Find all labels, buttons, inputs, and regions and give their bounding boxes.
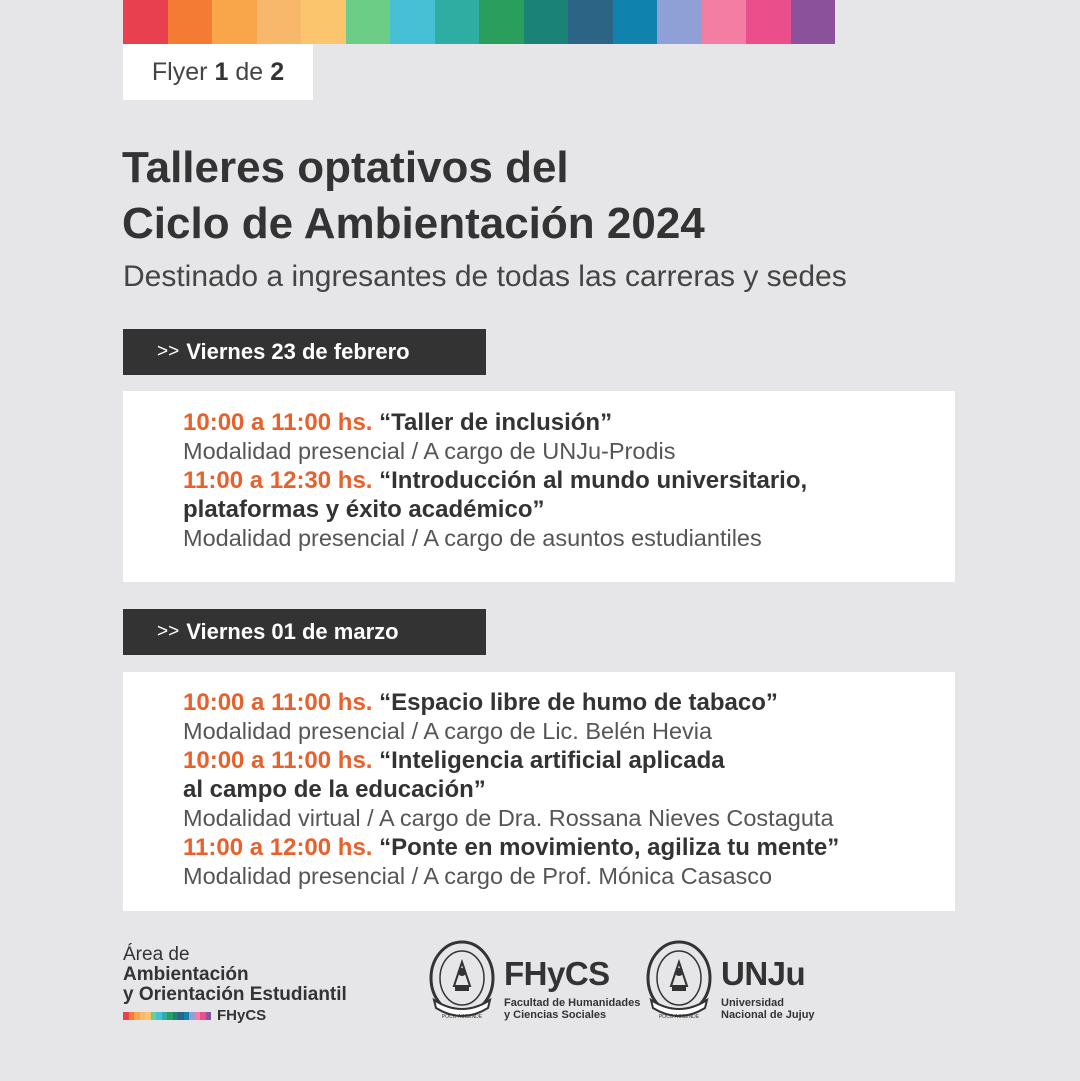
event-heading xyxy=(183,746,955,775)
stripe-segment xyxy=(212,0,257,44)
fhycs-name: FHyCS xyxy=(504,955,610,992)
color-stripe xyxy=(123,0,835,44)
flyer-page-badge xyxy=(123,44,313,100)
stripe-segment xyxy=(657,0,702,44)
seal-motto: POCO ACCENDE xyxy=(658,1014,700,1020)
stripe-segment xyxy=(568,0,613,44)
date-label: Viernes 01 de marzo xyxy=(186,619,399,644)
title-line-2: Ciclo de Ambientación 2024 xyxy=(122,199,705,248)
event-time: 11:00 a 12:00 hs. xyxy=(183,834,373,861)
page-title xyxy=(122,140,705,252)
event-title: “Espacio libre de humo de tabaco” xyxy=(379,689,778,716)
event-title: “Taller de inclusión” xyxy=(379,409,613,436)
event-info: Modalidad virtual / A cargo de Dra. Rossana Nieves Costaguta xyxy=(183,805,834,831)
event-title-continued: plataformas y éxito académico” xyxy=(183,496,545,523)
date-label: Viernes 23 de febrero xyxy=(186,339,410,364)
stripe-segment xyxy=(206,1012,212,1020)
stripe-segment xyxy=(257,0,302,44)
seal-motto: POCO ACCENDE xyxy=(441,1014,483,1020)
title-line-1: Talleres optativos del xyxy=(122,143,569,192)
event-title: “Ponte en movimiento, agiliza tu mente” xyxy=(379,834,840,861)
stripe-segment xyxy=(390,0,435,44)
stripe-segment xyxy=(702,0,747,44)
schedule-card-2 xyxy=(123,672,955,911)
event-time: 10:00 a 11:00 hs. xyxy=(183,747,373,774)
unju-sub-2: Nacional de Jujuy xyxy=(721,1009,815,1021)
stripe-segment xyxy=(524,0,569,44)
stripe-segment xyxy=(346,0,391,44)
page-subtitle: Destinado a ingresantes de todas las carreras y sedes xyxy=(123,260,847,293)
event-heading xyxy=(183,833,955,862)
unju-seal-icon xyxy=(645,938,713,1028)
event-title-continued: al campo de la educación” xyxy=(183,776,486,803)
event-title: “Introducción al mundo universitario, xyxy=(379,467,808,494)
schedule-card-1 xyxy=(123,391,955,582)
area-line-2: Ambientación xyxy=(123,964,249,985)
flyer-total: 2 xyxy=(270,57,285,86)
event-info: Modalidad presencial / A cargo de UNJu-Prodis xyxy=(183,438,676,464)
fhycs-seal-icon xyxy=(428,938,496,1028)
mini-color-stripe xyxy=(123,1012,211,1020)
flyer-of: de xyxy=(235,57,264,86)
stripe-segment xyxy=(746,0,791,44)
unju-sub-1: Universidad xyxy=(721,997,784,1009)
fhycs-sub-1: Facultad de Humanidades xyxy=(504,997,641,1009)
event-title: “Inteligencia artificial aplicada xyxy=(379,747,725,774)
double-chevron-icon: >> xyxy=(157,341,180,362)
fhycs-sub-2: y Ciencias Sociales xyxy=(504,1009,607,1021)
area-fhycs-label: FHyCS xyxy=(217,1007,267,1024)
event-heading xyxy=(183,688,955,717)
stripe-segment xyxy=(479,0,524,44)
stripe-segment xyxy=(613,0,658,44)
stripe-segment xyxy=(435,0,480,44)
event-info: Modalidad presencial / A cargo de Lic. Belén Hevia xyxy=(183,718,713,744)
event-heading xyxy=(183,466,955,495)
stripe-segment xyxy=(301,0,346,44)
date-header-2 xyxy=(123,609,486,655)
event-info: Modalidad presencial / A cargo de Prof. Mónica Casasco xyxy=(183,863,773,889)
area-line-3: y Orientación Estudiantil xyxy=(123,984,347,1005)
double-chevron-icon: >> xyxy=(157,621,180,642)
flyer-current: 1 xyxy=(214,57,229,86)
area-logo-text xyxy=(123,945,347,1027)
event-time: 10:00 a 11:00 hs. xyxy=(183,689,373,716)
unju-name: UNJu xyxy=(721,955,806,992)
fhycs-subtitle xyxy=(504,997,640,1021)
stripe-segment xyxy=(791,0,836,44)
flyer-label: Flyer xyxy=(151,57,208,86)
stripe-segment xyxy=(123,0,168,44)
event-time: 11:00 a 12:30 hs. xyxy=(183,467,373,494)
stripe-segment xyxy=(168,0,213,44)
event-info: Modalidad presencial / A cargo de asuntos estudiantiles xyxy=(183,525,762,551)
unju-subtitle xyxy=(721,997,815,1021)
event-heading xyxy=(183,408,955,437)
date-header-1 xyxy=(123,329,486,375)
area-line-4 xyxy=(123,1005,347,1027)
event-time: 10:00 a 11:00 hs. xyxy=(183,409,373,436)
area-line-1: Área de xyxy=(123,944,190,965)
